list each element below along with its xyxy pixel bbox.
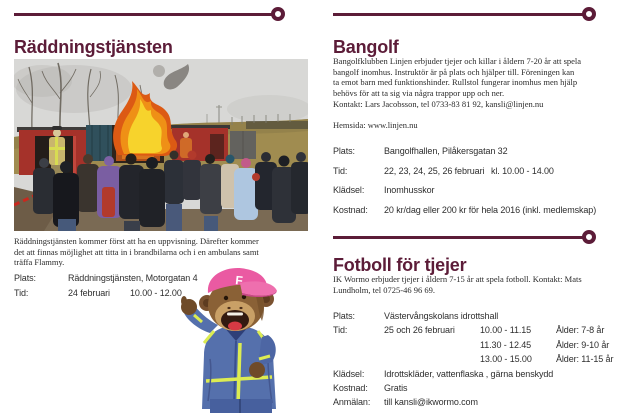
detail-row (333, 354, 618, 368)
mascot-right-hand (249, 362, 265, 378)
section-title-fotboll: Fotboll för tjejer (333, 255, 467, 276)
detail-value: Gratis (384, 382, 408, 393)
detail-label: Kostnad: (333, 204, 368, 215)
detail-value: Inomhusskor (384, 185, 435, 195)
detail-time: kl. 10.00 - 14.00 (491, 165, 554, 176)
detail-value: 22, 23, 24, 25, 26 februari (384, 165, 485, 176)
paragraph-line: Bangolfklubben Linjen erbjuder tjejer och killar i åldern 7-20 år att spela (333, 56, 582, 66)
paragraph-line: Kontakt: Lars Jacobsson, tel 0733-83 81 92, kansli@linjen.nu (333, 98, 544, 109)
detail-row (333, 369, 618, 383)
detail-label: Klädsel: (333, 185, 365, 195)
paragraph-line: behövs för att ta sig via några trappor upp och ner. (333, 88, 505, 99)
detail-row (333, 185, 618, 205)
detail-time: 10.00 - 12.00 (130, 287, 182, 298)
detail-age: Ålder: 11-15 år (556, 354, 614, 365)
detail-label: Tid: (333, 165, 348, 176)
section-divider (333, 7, 596, 21)
detail-time: 10.00 - 11.15 (480, 325, 532, 336)
detail-age: Ålder: 9-10 år (556, 339, 610, 350)
detail-row (333, 340, 618, 354)
details-table (333, 146, 618, 224)
section-divider (14, 7, 285, 21)
detail-row (333, 311, 618, 325)
detail-row (333, 383, 618, 397)
detail-row (333, 325, 618, 339)
detail-value: 24 februari (68, 287, 110, 298)
detail-row (333, 397, 618, 411)
detail-value: Räddningstjänsten, Motorgatan 4 (68, 273, 198, 283)
section-title-raddningstjansten: Räddningstjänsten (14, 37, 173, 58)
detail-label: Anmälan: (333, 397, 371, 408)
fire-demo-photo (14, 59, 308, 231)
paragraph-line: Lundholm, tel 0725-46 96 69. (333, 284, 435, 295)
red-shed-right (170, 125, 230, 161)
paragraph-line: bangolf inomhus. Instruktör är på plats och hjälper till. Föreningen kan (333, 66, 575, 77)
homepage-line: Hemsida: www.linjen.nu (333, 120, 418, 130)
paragraph-line: ta emot barn med funktionshinder. Rullstol fungerar inomhus men hjälp (333, 77, 578, 88)
divider-ring (582, 230, 596, 244)
right-column (333, 0, 618, 413)
detail-value: Bangolfhallen, Pilåkersgatan 32 (384, 146, 508, 156)
detail-label: Plats: (333, 146, 355, 156)
detail-row (333, 166, 618, 186)
intro-paragraph (333, 274, 618, 295)
detail-value: 20 kr/dag eller 200 kr för hela 2016 (inkl. medlemskap) (384, 204, 597, 215)
mascot-cap-letter: F (234, 273, 244, 288)
detail-time: 13.00 - 15.00 (480, 354, 532, 365)
detail-label: Kostnad: (333, 382, 368, 393)
divider-ring (271, 7, 285, 21)
detail-row (333, 205, 618, 225)
left-column (14, 0, 308, 413)
detail-time: 11.30 - 12.45 (480, 339, 532, 350)
flammy-mascot (180, 267, 310, 413)
detail-label: Tid: (14, 287, 29, 298)
detail-age: Ålder: 7-8 år (556, 325, 605, 336)
paragraph-line: det att finnas möjlighet att titta in i brandbilarna och i en ambulans samt (14, 246, 259, 257)
paragraph-line: träffa Flammy. (14, 257, 65, 268)
intro-paragraph (333, 56, 618, 110)
intro-paragraph (14, 236, 308, 268)
mascot-tongue (228, 322, 242, 331)
detail-label: Tid: (333, 325, 348, 336)
details-table (333, 311, 618, 412)
divider-line (14, 13, 272, 16)
detail-label: Klädsel: (333, 368, 365, 379)
detail-row (333, 146, 618, 166)
divider-line (333, 236, 583, 239)
detail-value: Idrottskläder, vattenflaska , gärna benskydd (384, 368, 554, 379)
gray-cabinet (230, 131, 256, 159)
detail-value: Västervångskolans idrottshall (384, 311, 499, 321)
section-divider (333, 230, 596, 244)
detail-value: till kansli@ikwormo.com (384, 397, 478, 408)
divider-ring (582, 7, 596, 21)
detail-value: 25 och 26 februari (384, 325, 455, 336)
detail-label: Plats: (333, 311, 355, 321)
paragraph-line: IK Wormo erbjuder tjejer i åldern 7-15 år att spela fotboll. Kontakt: Mats (333, 274, 582, 284)
paragraph-line: Räddningstjänsten kommer först att ha en uppvisning. Därefter kommer (14, 236, 259, 246)
divider-line (333, 13, 583, 16)
section-title-bangolf: Bangolf (333, 37, 399, 58)
mascot-eye (224, 296, 228, 300)
detail-label: Plats: (14, 273, 36, 283)
